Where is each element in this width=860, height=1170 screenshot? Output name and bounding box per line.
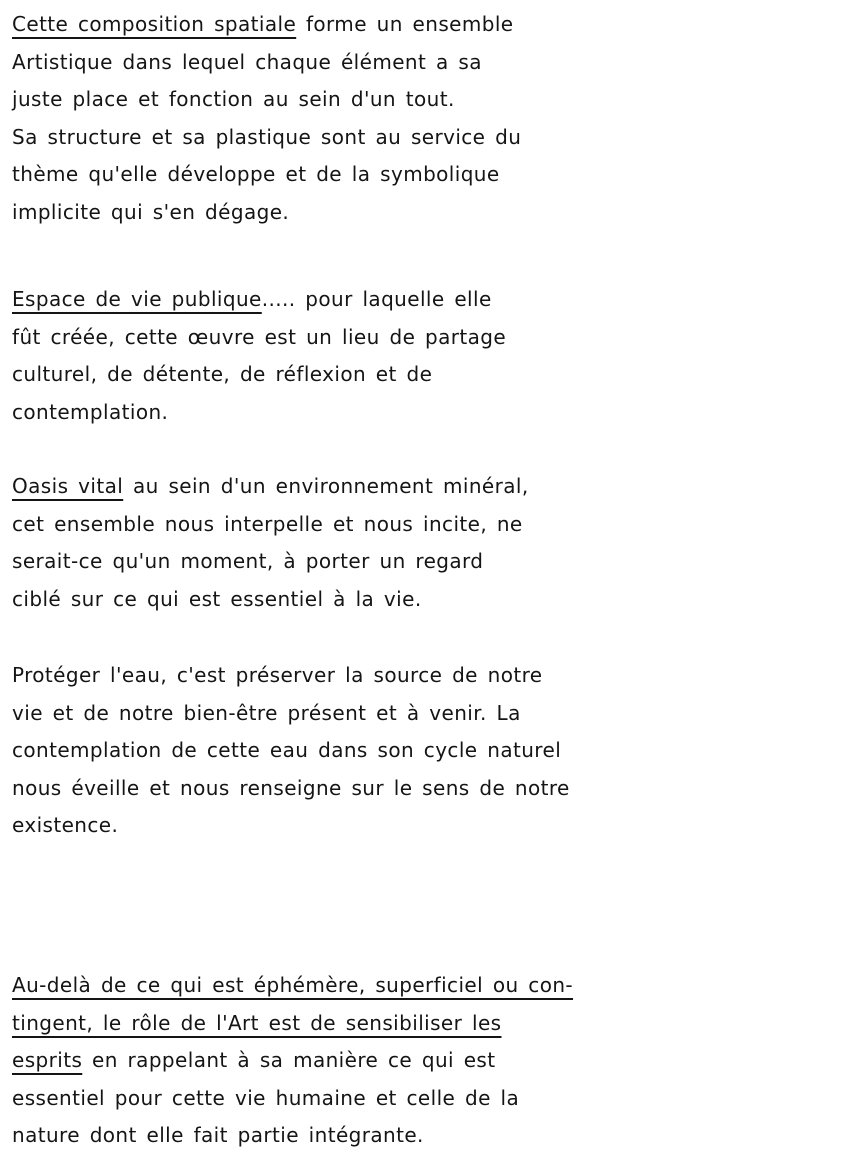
text-segment: ..... pour laquelle elle — [261, 287, 492, 311]
text-line — [12, 468, 852, 506]
paragraph-heading: Oasis vital — [12, 474, 124, 498]
underlined-line: tingent, le rôle de l'Art est de sensibiliser les — [12, 1010, 502, 1035]
text-line: contemplation de cette eau dans son cycle naturel — [12, 738, 562, 762]
text-line: contemplation. — [12, 399, 169, 424]
text-line: cet ensemble nous interpelle et nous incite, ne — [12, 511, 523, 536]
text-line: implicite qui s'en dégage. — [12, 199, 290, 224]
text-segment: forme un ensemble — [296, 12, 514, 36]
underlined-line: Au-delà de ce qui est éphémère, superficiel ou con- — [12, 973, 574, 997]
text-line: essentiel pour cette vie humaine et celle de la — [12, 1085, 520, 1110]
text-line: nous éveille et nous renseigne sur le sens de notre — [12, 775, 570, 800]
text-line: fût créée, cette œuvre est un lieu de partage — [12, 324, 507, 349]
text-line: culturel, de détente, de réflexion et de — [12, 362, 433, 386]
paragraph-heading: Cette composition spatiale — [12, 12, 297, 36]
paragraph-oasis — [12, 468, 852, 618]
paragraph-public-space — [12, 281, 852, 431]
text-line: nature dont elle fait partie intégrante. — [12, 1123, 424, 1147]
paragraph-art-role — [12, 967, 852, 1155]
text-line: vie et de notre bien-être présent et à venir. La — [12, 700, 521, 725]
text-line: thème qu'elle développe et de la symbolique — [12, 162, 500, 186]
text-line: serait-ce qu'un moment, à porter un regard — [12, 549, 484, 573]
text-line: juste place et fonction au sein d'un tout. — [12, 87, 455, 111]
text-line: existence. — [12, 813, 119, 837]
text-line: Protéger l'eau, c'est préserver la source de notre — [12, 663, 543, 687]
paragraph-water — [12, 657, 852, 845]
text-line: Artistique dans lequel chaque élément a sa — [12, 49, 482, 74]
paragraph-composition — [12, 6, 852, 231]
paragraph-heading: Espace de vie publique — [12, 287, 262, 311]
text-segment: au sein d'un environnement minéral, — [123, 474, 529, 498]
text-segment: en rappelant à sa manière ce qui est — [82, 1048, 496, 1072]
text-line: Sa structure et sa plastique sont au service du — [12, 124, 522, 149]
text-line — [12, 6, 852, 44]
text-line: ciblé sur ce qui est essentiel à la vie. — [12, 586, 422, 611]
underlined-word: esprits — [12, 1048, 83, 1072]
text-line — [12, 281, 852, 319]
text-line — [12, 1042, 852, 1080]
